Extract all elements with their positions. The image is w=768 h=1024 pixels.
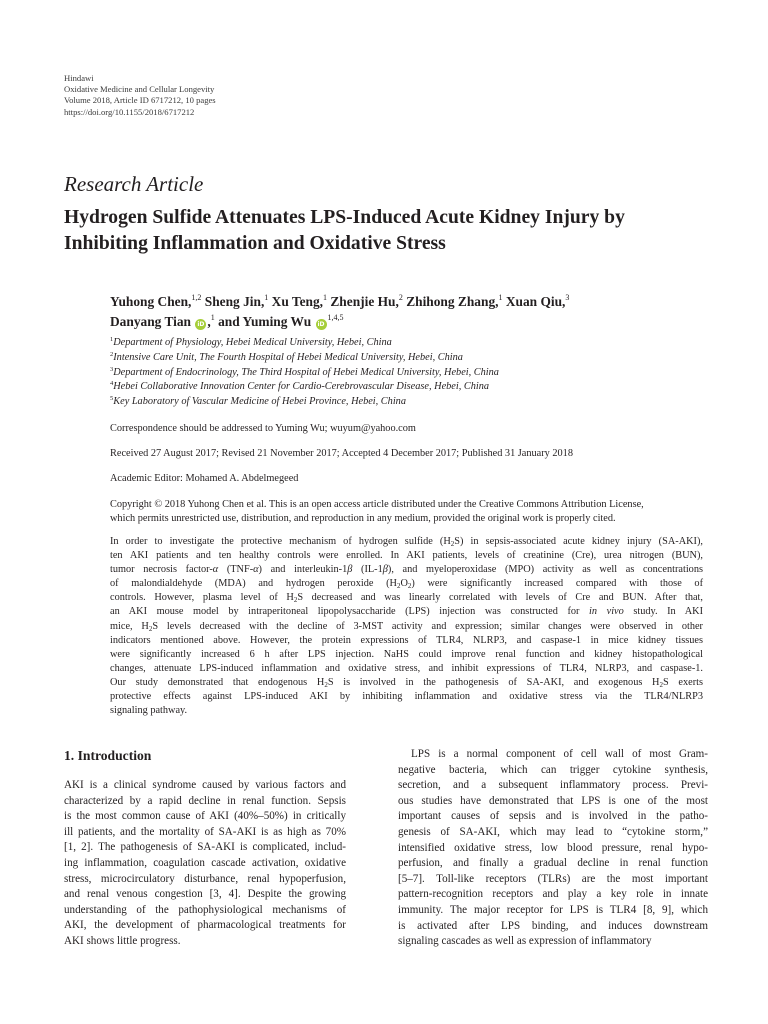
journal-header [64, 73, 216, 118]
author-name: Yuming Wu [242, 314, 312, 329]
orcid-icon[interactable]: iD [197, 321, 205, 328]
affiliation-number: 4 [110, 380, 114, 388]
copyright-line-1: Copyright © 2018 Yuhong Chen et al. This is an open access article distributed under the Creative Commons Attribution License, [110, 499, 644, 510]
body-text-line: LPS is a normal component of cell wall of most Gram- [411, 748, 708, 760]
journal-name: Oxidative Medicine and Cellular Longevity [64, 84, 215, 95]
abstract-line: controls. However, plasma level of $H_2S$ decreased and was linearly correlated with levels of Cre and BUN. After that, [110, 592, 703, 605]
author-line-2: Danyang Tian iD ,$^1$ and Yuming Wu iD$^{1,4,5}$ [110, 313, 344, 329]
affiliation-item [110, 395, 499, 410]
author-affil-sup: 2 [398, 293, 403, 302]
authors-connector: and [218, 314, 240, 329]
orcid-icon[interactable]: iD [317, 321, 325, 328]
body-text-line: pattern-recognition receptors and play a key role in innate [398, 888, 708, 901]
body-text-line: AKI shows little progress. [64, 934, 181, 947]
author-affil-sup: 1 [323, 293, 328, 302]
abstract-line: Our study demonstrated that endogenous $H_2S$ is involved in the pathogenesis of SA-AKI, and exogenous $H_2S$ exerts [110, 676, 704, 689]
abstract-line: signaling pathway. [110, 705, 188, 717]
abstract [110, 535, 703, 718]
body-text-line: genesis of SA-AKI, which may lead to “cytokine storm,” [398, 825, 708, 838]
affiliation-text: Department of Physiology, Hebei Medical University, Hebei, China [113, 337, 392, 348]
copyright-notice [110, 498, 710, 526]
author-affil-sup: 1 [210, 313, 215, 322]
author-name: Danyang Tian [110, 314, 192, 329]
body-text-line: and renal venous congestion [3, 4]. Despite the growing [64, 888, 346, 901]
affiliation-number: 3 [110, 365, 114, 373]
author-affil-sup: 1 [498, 293, 503, 302]
body-text-line: stress, microcirculatory disturbance, renal hypoperfusion, [64, 872, 346, 885]
article-type: Research Article [64, 172, 204, 196]
body-text-line: [5–7]. Toll-like receptors (TLRs) are the most important [398, 872, 708, 885]
author-line-1 [110, 292, 710, 312]
body-text-line: perfusion, and finally a gradual decline in renal function [398, 857, 708, 870]
doi-link[interactable]: https://doi.org/10.1155/2018/6717212 [64, 106, 195, 117]
affiliation-text: Hebei Collaborative Innovation Center for Cardio-Cerebrovascular Disease, Hebei, China [113, 381, 490, 393]
author-affil-sup: 1,4,5 [327, 313, 344, 322]
body-text-line: ing inflammation, coagulation cascade activation, oxidative [64, 856, 346, 869]
abstract-line: protective effects against LPS-induced AKI by inhibiting inflammation and oxidative stress via the TLR4/NLRP3 [110, 691, 703, 703]
author-name: Zhenjie Hu, [330, 294, 399, 309]
abstract-line: of malondialdehyde (MDA) and hydrogen peroxide $(H_2O_2)$ were significantly increased compared with those of [110, 578, 703, 591]
author-name: Xu Teng, [271, 294, 324, 309]
body-text-line: negative bacteria, which can trigger cytokine synthesis, [398, 763, 708, 776]
abstract-line: tumor necrosis factor-α (TNF-α) and interleukin-1β (IL-1β), and myeloperoxidase (MPO) activity as well as concentrations [110, 564, 703, 576]
author-affil-sup: 1,2 [191, 293, 202, 302]
body-text-line: important causes of sepsis and is involved in the patho- [398, 810, 708, 823]
abstract-line: indicators mentioned above. However, the protein expressions of TLR4, NLRP3, and caspase-1 in mice kidney tissues [110, 634, 703, 646]
affiliation-number: 5 [110, 395, 114, 403]
body-text-line: signaling cascades as well as expression of inflammatory [398, 935, 652, 948]
title-line-1: Hydrogen Sulfide Attenuates LPS-Induced Acute Kidney Injury by [64, 207, 625, 228]
title-line-2: Inhibiting Inflammation and Oxidative Stress [64, 233, 446, 254]
body-text-line: is activated after LPS binding, and induces downstream [398, 919, 708, 932]
author-name: Sheng Jin, [204, 294, 265, 309]
correspondence: Correspondence should be addressed to Yuming Wu; wuyum@yahoo.com [110, 423, 416, 434]
body-column-left [64, 778, 346, 950]
academic-editor: Academic Editor: Mohamed A. Abdelmegeed [110, 473, 299, 484]
body-column-right [398, 747, 708, 950]
author-affil-sup: 1 [264, 293, 269, 302]
section-heading-introduction: 1. Introduction [64, 748, 152, 763]
body-text-line: ill patients, and the mortality of SA-AKI is as high as 70% [64, 825, 346, 838]
author-name: Yuhong Chen, [110, 294, 192, 309]
body-text-line: understanding of the pathophysiological mechanisms of [64, 903, 346, 916]
copyright-line-2: which permits unrestricted use, distribution, and reproduction in any medium, provided the original work is properly cited. [110, 513, 616, 524]
paper-title [64, 205, 724, 257]
body-text-line: immunity. The major receptor for LPS is TLR4 [8, 9], which [398, 903, 708, 916]
author-name: Xuan Qiu, [505, 294, 566, 309]
body-text-line: is the most common cause of AKI (40%–50%) in critically [64, 810, 346, 823]
affiliation-text: Key Laboratory of Vascular Medicine of Hebei Province, Hebei, China [113, 396, 406, 408]
author-list [110, 292, 710, 332]
affiliation-text: Intensive Care Unit, The Fourth Hospital of Hebei Medical University, Hebei, China [113, 351, 463, 363]
abstract-line: ten AKI patients and ten healthy controls were enrolled. In AKI patients, levels of creatinine (Cre), urea nitrogen (BUN), [110, 550, 703, 562]
body-text-line: ous studies have demonstrated that LPS is one of the most [398, 794, 708, 807]
affiliation-list [110, 336, 499, 410]
affiliation-number: 2 [110, 350, 114, 358]
abstract-line: were significantly increased 6 h after LPS injection. NaHS could improve renal function and kidney histopathological [110, 648, 703, 660]
publisher-name: Hindawi [64, 73, 94, 83]
volume-info: Volume 2018, Article ID 6717212, 10 pages [64, 95, 216, 106]
body-text-line: [1, 2]. The pathogenesis of SA-AKI is complicated, includ- [64, 841, 346, 854]
author-affil-sup: 3 [565, 293, 570, 302]
abstract-line: mice, $H_2S$ levels decreased with the decline of 3-MST activity and expression; similar changes were observed in other [110, 620, 703, 633]
body-text-line: AKI, the development of pharmacological treatments for [64, 919, 346, 932]
affiliation-item [110, 380, 499, 395]
body-text-line: secretion, and a subsequent inflammatory process. Previ- [398, 779, 708, 792]
affiliation-item [110, 351, 499, 366]
affiliation-text: Department of Endocrinology, The Third Hospital of Hebei Medical University, Hebei, China [113, 366, 499, 378]
body-text-line: characterized by a rapid decline in renal function. Sepsis [64, 794, 346, 807]
affiliation-item [110, 336, 499, 351]
author-name: Zhihong Zhang, [406, 294, 499, 309]
body-text-line: AKI is a clinical syndrome caused by various factors and [64, 779, 346, 791]
affiliation-number: 1 [110, 336, 114, 343]
abstract-line: changes, attenuate LPS-induced inflammation and oxidative stress, and inhibit expressions of TLR4, NLRP3, and caspase-1. [110, 662, 703, 674]
affiliation-item [110, 366, 499, 381]
article-dates: Received 27 August 2017; Revised 21 November 2017; Accepted 4 December 2017; Published 31 January 2018 [110, 448, 573, 459]
body-text-line: intensified oxidative stress, low blood pressure, renal hypo- [398, 841, 708, 854]
abstract-line: an AKI mouse model by intraperitoneal lipopolysaccharide (LPS) injection was constructed for in vivo study. In AKI [110, 606, 703, 618]
abstract-line: In order to investigate the protective mechanism of hydrogen sulfide $(H_2S)$ in sepsis-associated acute kidney injury (SA-AKI), [110, 536, 703, 548]
